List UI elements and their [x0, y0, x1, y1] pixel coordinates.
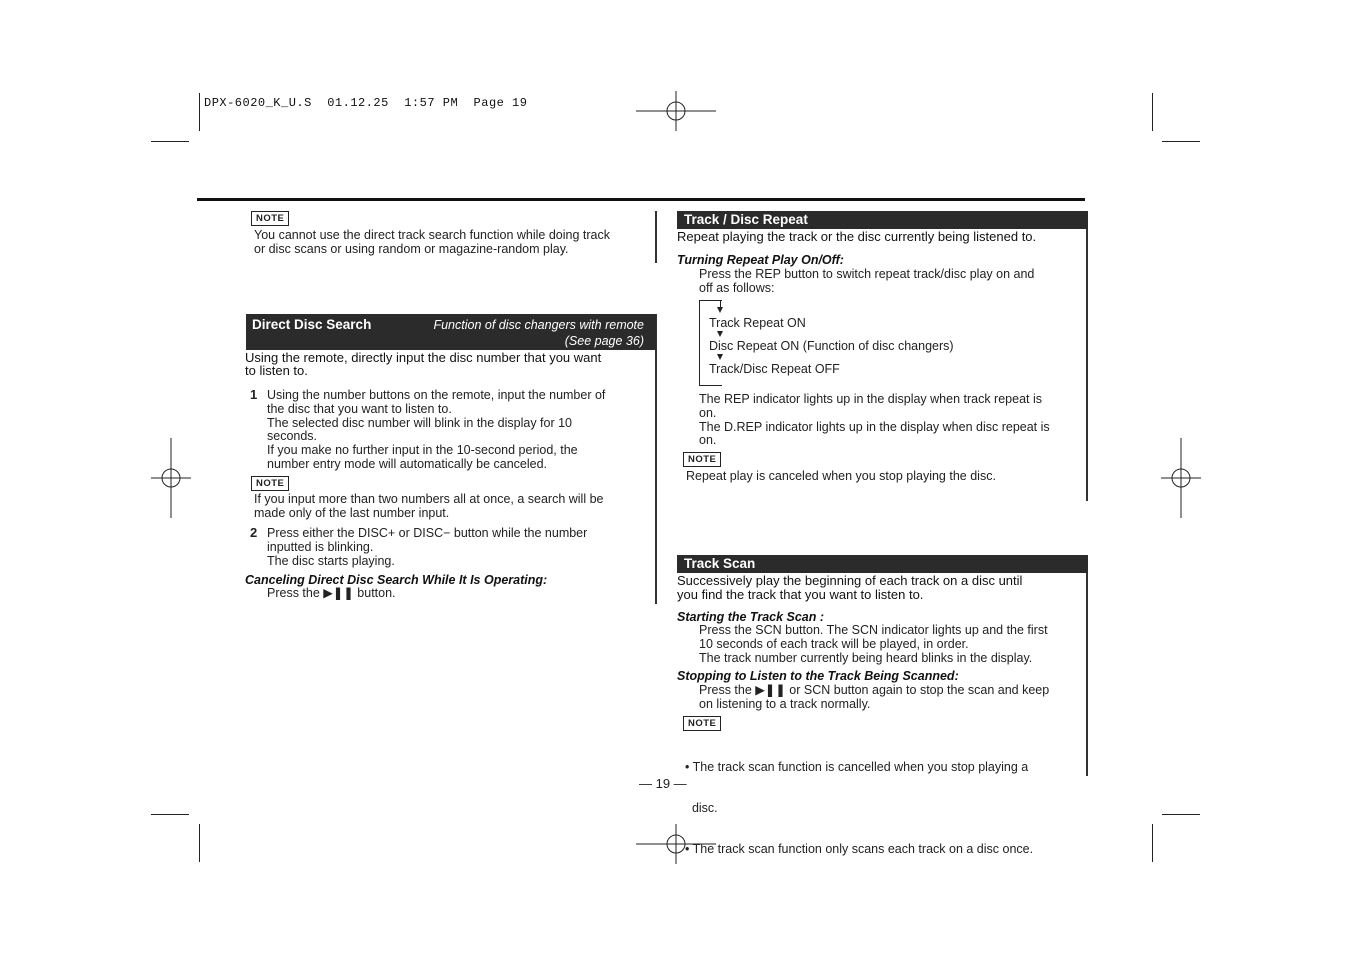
- registration-target-icon: [1161, 438, 1201, 518]
- subheading: Canceling Direct Disc Search While It Is Operating:: [245, 573, 548, 587]
- arrow-down-icon: [717, 307, 723, 313]
- column-divider: [655, 314, 657, 604]
- instruction-text: Press the SCN button. The SCN indicator lights up and the first 10 seconds of each track will be played, in order. The track number currently being heard blinks in the display.: [699, 623, 1048, 665]
- section-title: Direct Disc Search: [252, 317, 372, 332]
- crop-mark: [199, 93, 200, 131]
- note-text: Repeat play is canceled when you stop playing the disc.: [686, 469, 996, 483]
- instruction-text: Press the REP button to switch repeat track/disc play on and off as follows:: [699, 267, 1035, 295]
- step-number: 1: [250, 387, 258, 402]
- note-label: NOTE: [251, 476, 289, 491]
- cycle-item: Track Repeat ON: [709, 316, 806, 330]
- subheading: Turning Repeat Play On/Off:: [677, 253, 844, 267]
- step-text: Press either the DISC+ or DISC− button while the number inputted is blinking. The disc starts playing.: [267, 526, 588, 568]
- note-label: NOTE: [683, 716, 721, 731]
- page-number: — 19 —: [639, 776, 687, 791]
- see-page-reference: (See page 36): [564, 334, 644, 348]
- instruction-text: Press the ▶❚❚ button.: [267, 586, 396, 600]
- crop-mark: [151, 814, 189, 815]
- indicator-text: The REP indicator lights up in the display when track repeat is on. The D.REP indicator lights up in the display when disc repeat is on.: [699, 392, 1050, 448]
- arrow-down-icon: [717, 354, 723, 360]
- section-intro: Repeat playing the track or the disc currently being listened to.: [677, 229, 1037, 244]
- column-divider: [655, 211, 657, 263]
- crop-mark: [1162, 141, 1200, 142]
- registration-target-icon: [636, 91, 716, 131]
- crop-mark: [1162, 814, 1200, 815]
- crop-mark: [1152, 93, 1153, 131]
- cycle-item: Track/Disc Repeat OFF: [709, 362, 840, 376]
- top-rule: [197, 198, 1085, 201]
- section-intro: Successively play the beginning of each track on a disc until you find the track that you want to listen to.: [677, 573, 1023, 602]
- section-header-track-disc-repeat: [677, 211, 1088, 229]
- crop-mark: [1152, 824, 1153, 862]
- column-divider: [1086, 211, 1088, 501]
- note-label: NOTE: [683, 452, 721, 467]
- registration-target-icon: [151, 438, 191, 518]
- crop-mark: [151, 141, 189, 142]
- subheading: Stopping to Listen to the Track Being Scanned:: [677, 669, 959, 683]
- note-label: NOTE: [251, 211, 289, 226]
- cycle-item: Disc Repeat ON (Function of disc changers): [709, 339, 954, 353]
- instruction-text: Press the ▶❚❚ or SCN button again to stop the scan and keep on listening to a track normally.: [699, 683, 1050, 711]
- file-info: DPX-6020_K_U.S 01.12.25 1:57 PM Page 19: [204, 96, 528, 110]
- section-intro: Using the remote, directly input the disc number that you want to listen to.: [245, 350, 602, 378]
- section-subtitle: Function of disc changers with remote: [433, 318, 644, 332]
- subheading: Starting the Track Scan :: [677, 610, 825, 624]
- column-divider: [1086, 556, 1088, 776]
- note-bullets: • The track scan function is cancelled when you stop playing a disc. • The track scan function only scans each track on a disc once.: [685, 759, 1034, 857]
- note-text: If you input more than two numbers all at once, a search will be made only of the last number input.: [254, 492, 604, 520]
- step-text: Using the number buttons on the remote, input the number of the disc that you want to listen to. The selected disc number will blink in the display for 10 seconds. If you make no further input in the 10-second period, the number entry mode will automatically be canceled.: [267, 388, 606, 471]
- note-text: You cannot use the direct track search function while doing track or disc scans or using random or magazine-random play.: [254, 228, 610, 256]
- crop-mark: [199, 824, 200, 862]
- section-header-direct-disc-search: [246, 314, 656, 350]
- section-title: Track Scan: [684, 556, 756, 571]
- section-title: Track / Disc Repeat: [684, 212, 808, 227]
- section-header-track-scan: [677, 555, 1088, 573]
- arrow-down-icon: [717, 331, 723, 337]
- step-number: 2: [250, 525, 258, 540]
